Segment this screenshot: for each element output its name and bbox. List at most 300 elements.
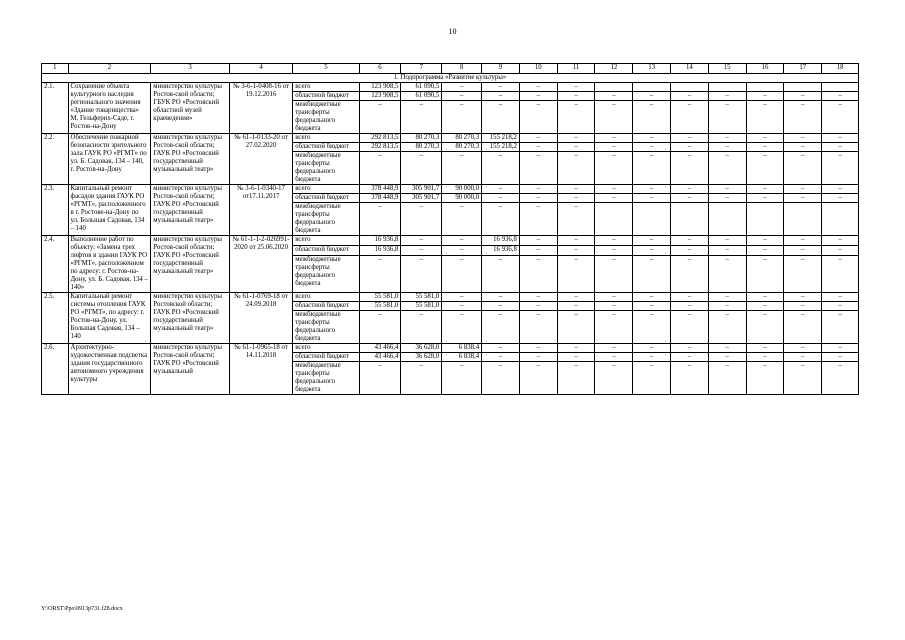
amount-cell: – — [482, 83, 520, 92]
amount-cell: – — [557, 143, 595, 152]
amount-cell — [708, 203, 746, 236]
amount-cell: – — [671, 353, 709, 362]
amount-cell — [784, 83, 822, 92]
funding-source-label: областной бюджет — [293, 353, 359, 362]
table-row — [42, 134, 859, 143]
amount-cell: – — [442, 203, 482, 236]
amount-cell — [633, 203, 671, 236]
column-number-header: 17 — [784, 64, 822, 74]
column-number-header: 9 — [482, 64, 520, 74]
amount-cell: – — [671, 152, 709, 185]
row-number: 2.4. — [42, 236, 69, 293]
amount-cell: – — [633, 101, 671, 134]
amount-cell: – — [595, 302, 633, 311]
amount-cell: – — [519, 203, 557, 236]
amount-cell: – — [442, 256, 482, 293]
amount-cell: 61 090,5 — [401, 83, 442, 92]
amount-cell: – — [595, 246, 633, 256]
amount-cell: – — [633, 134, 671, 143]
column-number-header: 12 — [595, 64, 633, 74]
amount-cell: – — [519, 152, 557, 185]
amount-cell: 16 936,8 — [359, 246, 401, 256]
amount-cell: – — [519, 134, 557, 143]
amount-cell: – — [708, 143, 746, 152]
amount-cell — [822, 83, 859, 92]
amount-cell: – — [482, 92, 520, 101]
amount-cell: – — [746, 353, 784, 362]
amount-cell: – — [595, 293, 633, 302]
amount-cell: – — [746, 344, 784, 353]
amount-cell: 123 908,5 — [359, 92, 401, 101]
executor-cell: министерство культуры Ростовской области; ГАУК РО «Ростовский государственный музыкальный театр» — [151, 293, 230, 344]
amount-cell: – — [784, 246, 822, 256]
table-row — [42, 185, 859, 194]
row-number: 2.1. — [42, 83, 69, 134]
column-number-header: 7 — [401, 64, 442, 74]
amount-cell: – — [822, 236, 859, 246]
amount-cell: 6 838,4 — [442, 353, 482, 362]
amount-cell: – — [708, 293, 746, 302]
amount-cell: – — [442, 101, 482, 134]
amount-cell: – — [401, 236, 442, 246]
amount-cell: – — [708, 185, 746, 194]
file-path-footer: Y:\ORST\Ppo\0913p731.f28.docx — [41, 606, 123, 612]
column-number-header: 15 — [708, 64, 746, 74]
executor-cell: министерство культуры Ростов-ской области; ГАУК РО «Ростовский музыкальный — [151, 344, 230, 395]
amount-cell: – — [519, 302, 557, 311]
amount-cell: – — [595, 353, 633, 362]
amount-cell: – — [519, 236, 557, 246]
amount-cell: – — [482, 362, 520, 395]
amount-cell: – — [633, 311, 671, 344]
amount-cell: – — [708, 92, 746, 101]
amount-cell: – — [784, 302, 822, 311]
amount-cell: – — [519, 362, 557, 395]
amount-cell: – — [746, 256, 784, 293]
amount-cell — [708, 83, 746, 92]
amount-cell: – — [746, 362, 784, 395]
amount-cell: – — [671, 236, 709, 246]
amount-cell: – — [557, 344, 595, 353]
row-number: 2.6. — [42, 344, 69, 395]
amount-cell: – — [557, 194, 595, 203]
amount-cell: 292 813,5 — [359, 143, 401, 152]
amount-cell: 292 813,5 — [359, 134, 401, 143]
amount-cell: – — [401, 311, 442, 344]
amount-cell: – — [482, 311, 520, 344]
amount-cell: – — [822, 92, 859, 101]
document-cell: № 3-6-1-0340-17 от17.11.2017 — [229, 185, 292, 236]
amount-cell: – — [557, 293, 595, 302]
row-number: 2.3. — [42, 185, 69, 236]
amount-cell: – — [557, 236, 595, 246]
amount-cell: – — [784, 152, 822, 185]
amount-cell: 61 090,5 — [401, 92, 442, 101]
amount-cell: – — [519, 293, 557, 302]
executor-cell: министерство культуры Ростов-ской области; ГБУК РО «Ростовский областной музей краеведения» — [151, 83, 230, 134]
amount-cell: – — [784, 185, 822, 194]
column-number-header: 3 — [151, 64, 230, 74]
amount-cell: – — [557, 302, 595, 311]
funding-source-label: областной бюджет — [293, 143, 359, 152]
amount-cell: – — [822, 152, 859, 185]
amount-cell: – — [359, 362, 401, 395]
event-name: Сохранение объекта культурного наследия регионального значения «Здание товарищества» М. Гельферих-Саде, г. Ростов-на-Дону — [68, 83, 151, 134]
amount-cell: 90 000,0 — [442, 185, 482, 194]
amount-cell: – — [746, 152, 784, 185]
amount-cell: – — [557, 101, 595, 134]
amount-cell: 155 218,2 — [482, 143, 520, 152]
amount-cell: – — [401, 203, 442, 236]
amount-cell: – — [633, 362, 671, 395]
amount-cell: – — [519, 83, 557, 92]
amount-cell: – — [784, 134, 822, 143]
amount-cell: – — [482, 185, 520, 194]
table-row — [42, 293, 859, 302]
column-number-header: 4 — [229, 64, 292, 74]
amount-cell: – — [442, 236, 482, 246]
amount-cell: – — [482, 293, 520, 302]
amount-cell — [746, 203, 784, 236]
amount-cell: – — [708, 134, 746, 143]
amount-cell: – — [822, 101, 859, 134]
amount-cell: – — [671, 256, 709, 293]
amount-cell: – — [784, 256, 822, 293]
amount-cell: 16 936,8 — [482, 236, 520, 246]
amount-cell: – — [482, 194, 520, 203]
amount-cell: – — [442, 152, 482, 185]
amount-cell: – — [671, 302, 709, 311]
document-cell: № 61-1-0965-18 от 14.11.2018 — [229, 344, 292, 395]
amount-cell: – — [746, 302, 784, 311]
amount-cell: – — [595, 362, 633, 395]
amount-cell: – — [784, 92, 822, 101]
amount-cell: – — [595, 185, 633, 194]
amount-cell: – — [359, 203, 401, 236]
amount-cell: – — [746, 185, 784, 194]
amount-cell: – — [633, 302, 671, 311]
funding-source-label: областной бюджет — [293, 92, 359, 101]
column-number-header: 14 — [671, 64, 709, 74]
amount-cell: – — [746, 143, 784, 152]
column-number-header: 10 — [519, 64, 557, 74]
amount-cell: – — [633, 236, 671, 246]
amount-cell: – — [401, 256, 442, 293]
table-row — [42, 236, 859, 246]
amount-cell: – — [442, 246, 482, 256]
amount-cell: – — [671, 194, 709, 203]
amount-cell: – — [633, 353, 671, 362]
table-row — [42, 83, 859, 92]
amount-cell: – — [519, 194, 557, 203]
column-number-header: 16 — [746, 64, 784, 74]
amount-cell: – — [401, 101, 442, 134]
amount-cell: – — [519, 246, 557, 256]
amount-cell: – — [633, 246, 671, 256]
amount-cell: – — [519, 353, 557, 362]
amount-cell: – — [482, 152, 520, 185]
budget-table-sheet — [41, 63, 859, 395]
amount-cell: – — [482, 256, 520, 293]
amount-cell: – — [822, 185, 859, 194]
amount-cell: – — [671, 185, 709, 194]
amount-cell: 80 270,3 — [442, 143, 482, 152]
amount-cell: – — [519, 311, 557, 344]
column-number-header: 1 — [42, 64, 69, 74]
funding-source-label: областной бюджет — [293, 246, 359, 256]
amount-cell: – — [708, 302, 746, 311]
amount-cell: – — [822, 246, 859, 256]
amount-cell: – — [519, 92, 557, 101]
amount-cell: – — [671, 101, 709, 134]
document-cell: № 61-1-0133-20 от 27.02.2020 — [229, 134, 292, 185]
funding-source-label: всего — [293, 236, 359, 246]
table-row — [42, 344, 859, 353]
amount-cell: – — [708, 353, 746, 362]
amount-cell: – — [401, 152, 442, 185]
amount-cell: 305 901,7 — [401, 185, 442, 194]
amount-cell: – — [557, 353, 595, 362]
amount-cell — [822, 203, 859, 236]
amount-cell: – — [671, 246, 709, 256]
funding-source-label: всего — [293, 344, 359, 353]
funding-source-label: межбюджетные трансферты федерального бюджета — [293, 152, 359, 185]
amount-cell: 55 581,0 — [359, 302, 401, 311]
amount-cell: – — [557, 362, 595, 395]
amount-cell: – — [708, 152, 746, 185]
amount-cell: – — [671, 362, 709, 395]
amount-cell: 6 838,4 — [442, 344, 482, 353]
funding-source-label: межбюджетные трансферты федерального бюджета — [293, 101, 359, 134]
amount-cell: – — [595, 236, 633, 246]
amount-cell: – — [557, 92, 595, 101]
amount-cell: – — [708, 256, 746, 293]
amount-cell: – — [595, 101, 633, 134]
amount-cell: – — [633, 344, 671, 353]
amount-cell: – — [671, 311, 709, 344]
amount-cell: 90 000,0 — [442, 194, 482, 203]
row-number: 2.5. — [42, 293, 69, 344]
event-name: Архитектурно-художественная подсветка здания государственного автономного учреждения культуры — [68, 344, 151, 395]
amount-cell: 36 628,0 — [401, 344, 442, 353]
column-number-header: 6 — [359, 64, 401, 74]
amount-cell: – — [442, 293, 482, 302]
amount-cell: – — [784, 344, 822, 353]
amount-cell: 43 466,4 — [359, 344, 401, 353]
executor-cell: министерство культуры Ростов-ской области; ГАУК РО «Ростовский государственный музыкальный театр» — [151, 134, 230, 185]
amount-cell: – — [442, 92, 482, 101]
funding-source-label: межбюджетные трансферты федерального бюджета — [293, 362, 359, 395]
event-name: Выполнение работ по объекту: «Замена трех лифтов в здании ГАУК РО «РГМТ», расположенном по адресу: г. Ростов-на-Дону, ул. Б. Садовая, 134 – 140» — [68, 236, 151, 293]
amount-cell: 16 936,8 — [359, 236, 401, 246]
amount-cell: – — [671, 143, 709, 152]
amount-cell: – — [557, 83, 595, 92]
amount-cell: – — [482, 101, 520, 134]
amount-cell: – — [633, 185, 671, 194]
amount-cell: – — [595, 194, 633, 203]
amount-cell: – — [746, 101, 784, 134]
amount-cell: – — [557, 246, 595, 256]
amount-cell: – — [784, 362, 822, 395]
amount-cell: – — [557, 203, 595, 236]
amount-cell — [671, 203, 709, 236]
amount-cell: – — [595, 92, 633, 101]
amount-cell: 55 581,0 — [401, 293, 442, 302]
column-number-header: 18 — [822, 64, 859, 74]
amount-cell: – — [595, 143, 633, 152]
amount-cell: – — [633, 143, 671, 152]
column-number-header: 2 — [68, 64, 151, 74]
row-number: 2.2. — [42, 134, 69, 185]
amount-cell: – — [708, 101, 746, 134]
amount-cell: – — [746, 92, 784, 101]
funding-source-label: областной бюджет — [293, 302, 359, 311]
amount-cell: – — [784, 194, 822, 203]
event-name: Обеспечение пожарной безопасности зрительного зала ГАУК РО «РГМТ» по ул. Б. Садовая, 134 – 140, г. Ростов-на-Дону — [68, 134, 151, 185]
amount-cell: – — [633, 293, 671, 302]
amount-cell: – — [822, 256, 859, 293]
funding-source-label: областной бюджет — [293, 194, 359, 203]
amount-cell: – — [784, 293, 822, 302]
amount-cell — [784, 203, 822, 236]
amount-cell: – — [708, 311, 746, 344]
amount-cell: – — [359, 311, 401, 344]
amount-cell: – — [359, 101, 401, 134]
amount-cell: 123 908,5 — [359, 83, 401, 92]
amount-cell: 80 270,3 — [442, 134, 482, 143]
document-cell: № 3-6-1-0408-16 от 19.12.2016 — [229, 83, 292, 134]
amount-cell: 55 581,0 — [359, 293, 401, 302]
amount-cell: 155 218,2 — [482, 134, 520, 143]
amount-cell: – — [633, 92, 671, 101]
column-number-row — [42, 64, 859, 74]
amount-cell: – — [482, 353, 520, 362]
subprogram-title: 1. Подпрограмма «Развитие культуры» — [42, 74, 859, 83]
amount-cell: – — [482, 344, 520, 353]
amount-cell: – — [671, 92, 709, 101]
amount-cell: – — [359, 152, 401, 185]
amount-cell: 80 270,3 — [401, 134, 442, 143]
amount-cell — [746, 83, 784, 92]
amount-cell: – — [746, 246, 784, 256]
amount-cell: – — [557, 311, 595, 344]
amount-cell — [595, 203, 633, 236]
amount-cell: – — [633, 152, 671, 185]
amount-cell: – — [557, 152, 595, 185]
funding-source-label: всего — [293, 185, 359, 194]
amount-cell: – — [708, 236, 746, 246]
amount-cell: – — [359, 256, 401, 293]
amount-cell: – — [519, 344, 557, 353]
subprogram-row — [42, 74, 859, 83]
amount-cell: – — [746, 293, 784, 302]
executor-cell: министерство культуры Ростов-ской области; ГАУК РО «Ростовский государственный музыкальный театр» — [151, 236, 230, 293]
amount-cell: – — [401, 362, 442, 395]
page-number: 10 — [448, 27, 457, 36]
amount-cell: – — [746, 236, 784, 246]
amount-cell: – — [557, 134, 595, 143]
column-number-header: 11 — [557, 64, 595, 74]
amount-cell: – — [822, 194, 859, 203]
event-name: Капитальный ремонт фасадов здания ГАУК РО «РГМТ», расположенного в г. Ростове-на-Дону по ул. Большая Садовая, 134 – 140 — [68, 185, 151, 236]
amount-cell — [595, 83, 633, 92]
amount-cell: 43 466,4 — [359, 353, 401, 362]
amount-cell: – — [708, 344, 746, 353]
amount-cell: 80 270,3 — [401, 143, 442, 152]
amount-cell: – — [746, 311, 784, 344]
amount-cell: – — [442, 302, 482, 311]
amount-cell — [671, 83, 709, 92]
column-number-header: 8 — [442, 64, 482, 74]
amount-cell: – — [633, 256, 671, 293]
amount-cell: 36 628,0 — [401, 353, 442, 362]
column-number-header: 5 — [293, 64, 359, 74]
document-cell: № 61-1-0769-18 от 24.09.2018 — [229, 293, 292, 344]
amount-cell: – — [633, 194, 671, 203]
amount-cell — [633, 83, 671, 92]
executor-cell: министерство культуры Ростов-ской области; ГАУК РО «Ростовский государственный музыкальный театр» — [151, 185, 230, 236]
amount-cell: – — [671, 344, 709, 353]
amount-cell: – — [784, 143, 822, 152]
amount-cell: – — [595, 152, 633, 185]
funding-source-label: всего — [293, 293, 359, 302]
amount-cell: – — [822, 311, 859, 344]
amount-cell: – — [442, 83, 482, 92]
amount-cell: – — [822, 134, 859, 143]
amount-cell: – — [519, 143, 557, 152]
amount-cell: – — [482, 302, 520, 311]
column-number-header: 13 — [633, 64, 671, 74]
amount-cell: – — [708, 362, 746, 395]
amount-cell: – — [442, 311, 482, 344]
budget-table — [41, 63, 859, 395]
amount-cell: – — [595, 311, 633, 344]
event-name: Капитальный ремонт системы отопления ГАУК РО «РГМТ», по адресу: г. Ростов-на-Дону, ул. Большая Садовая, 134 – 140 — [68, 293, 151, 344]
amount-cell: – — [784, 311, 822, 344]
document-cell: № 61-1-1-2-026991-2020 от 25.06.2020 — [229, 236, 292, 293]
amount-cell: – — [708, 246, 746, 256]
amount-cell: – — [822, 302, 859, 311]
amount-cell: – — [746, 134, 784, 143]
amount-cell: – — [595, 344, 633, 353]
amount-cell: – — [519, 256, 557, 293]
amount-cell: – — [595, 256, 633, 293]
amount-cell: – — [595, 134, 633, 143]
amount-cell: – — [708, 194, 746, 203]
amount-cell: 55 581,0 — [401, 302, 442, 311]
amount-cell: – — [746, 194, 784, 203]
amount-cell: – — [557, 185, 595, 194]
amount-cell: – — [482, 203, 520, 236]
amount-cell: – — [557, 256, 595, 293]
amount-cell: – — [822, 344, 859, 353]
amount-cell: – — [822, 143, 859, 152]
funding-source-label: межбюджетные трансферты федерального бюджета — [293, 311, 359, 344]
funding-source-label: всего — [293, 83, 359, 92]
amount-cell: 305 901,7 — [401, 194, 442, 203]
amount-cell: 378 448,9 — [359, 194, 401, 203]
funding-source-label: всего — [293, 134, 359, 143]
funding-source-label: межбюджетные трансферты федерального бюджета — [293, 256, 359, 293]
amount-cell: – — [442, 362, 482, 395]
amount-cell: – — [519, 101, 557, 134]
amount-cell: 16 936,8 — [482, 246, 520, 256]
funding-source-label: межбюджетные трансферты федерального бюджета — [293, 203, 359, 236]
amount-cell: – — [784, 236, 822, 246]
amount-cell: – — [784, 353, 822, 362]
amount-cell: – — [822, 293, 859, 302]
amount-cell: – — [671, 293, 709, 302]
